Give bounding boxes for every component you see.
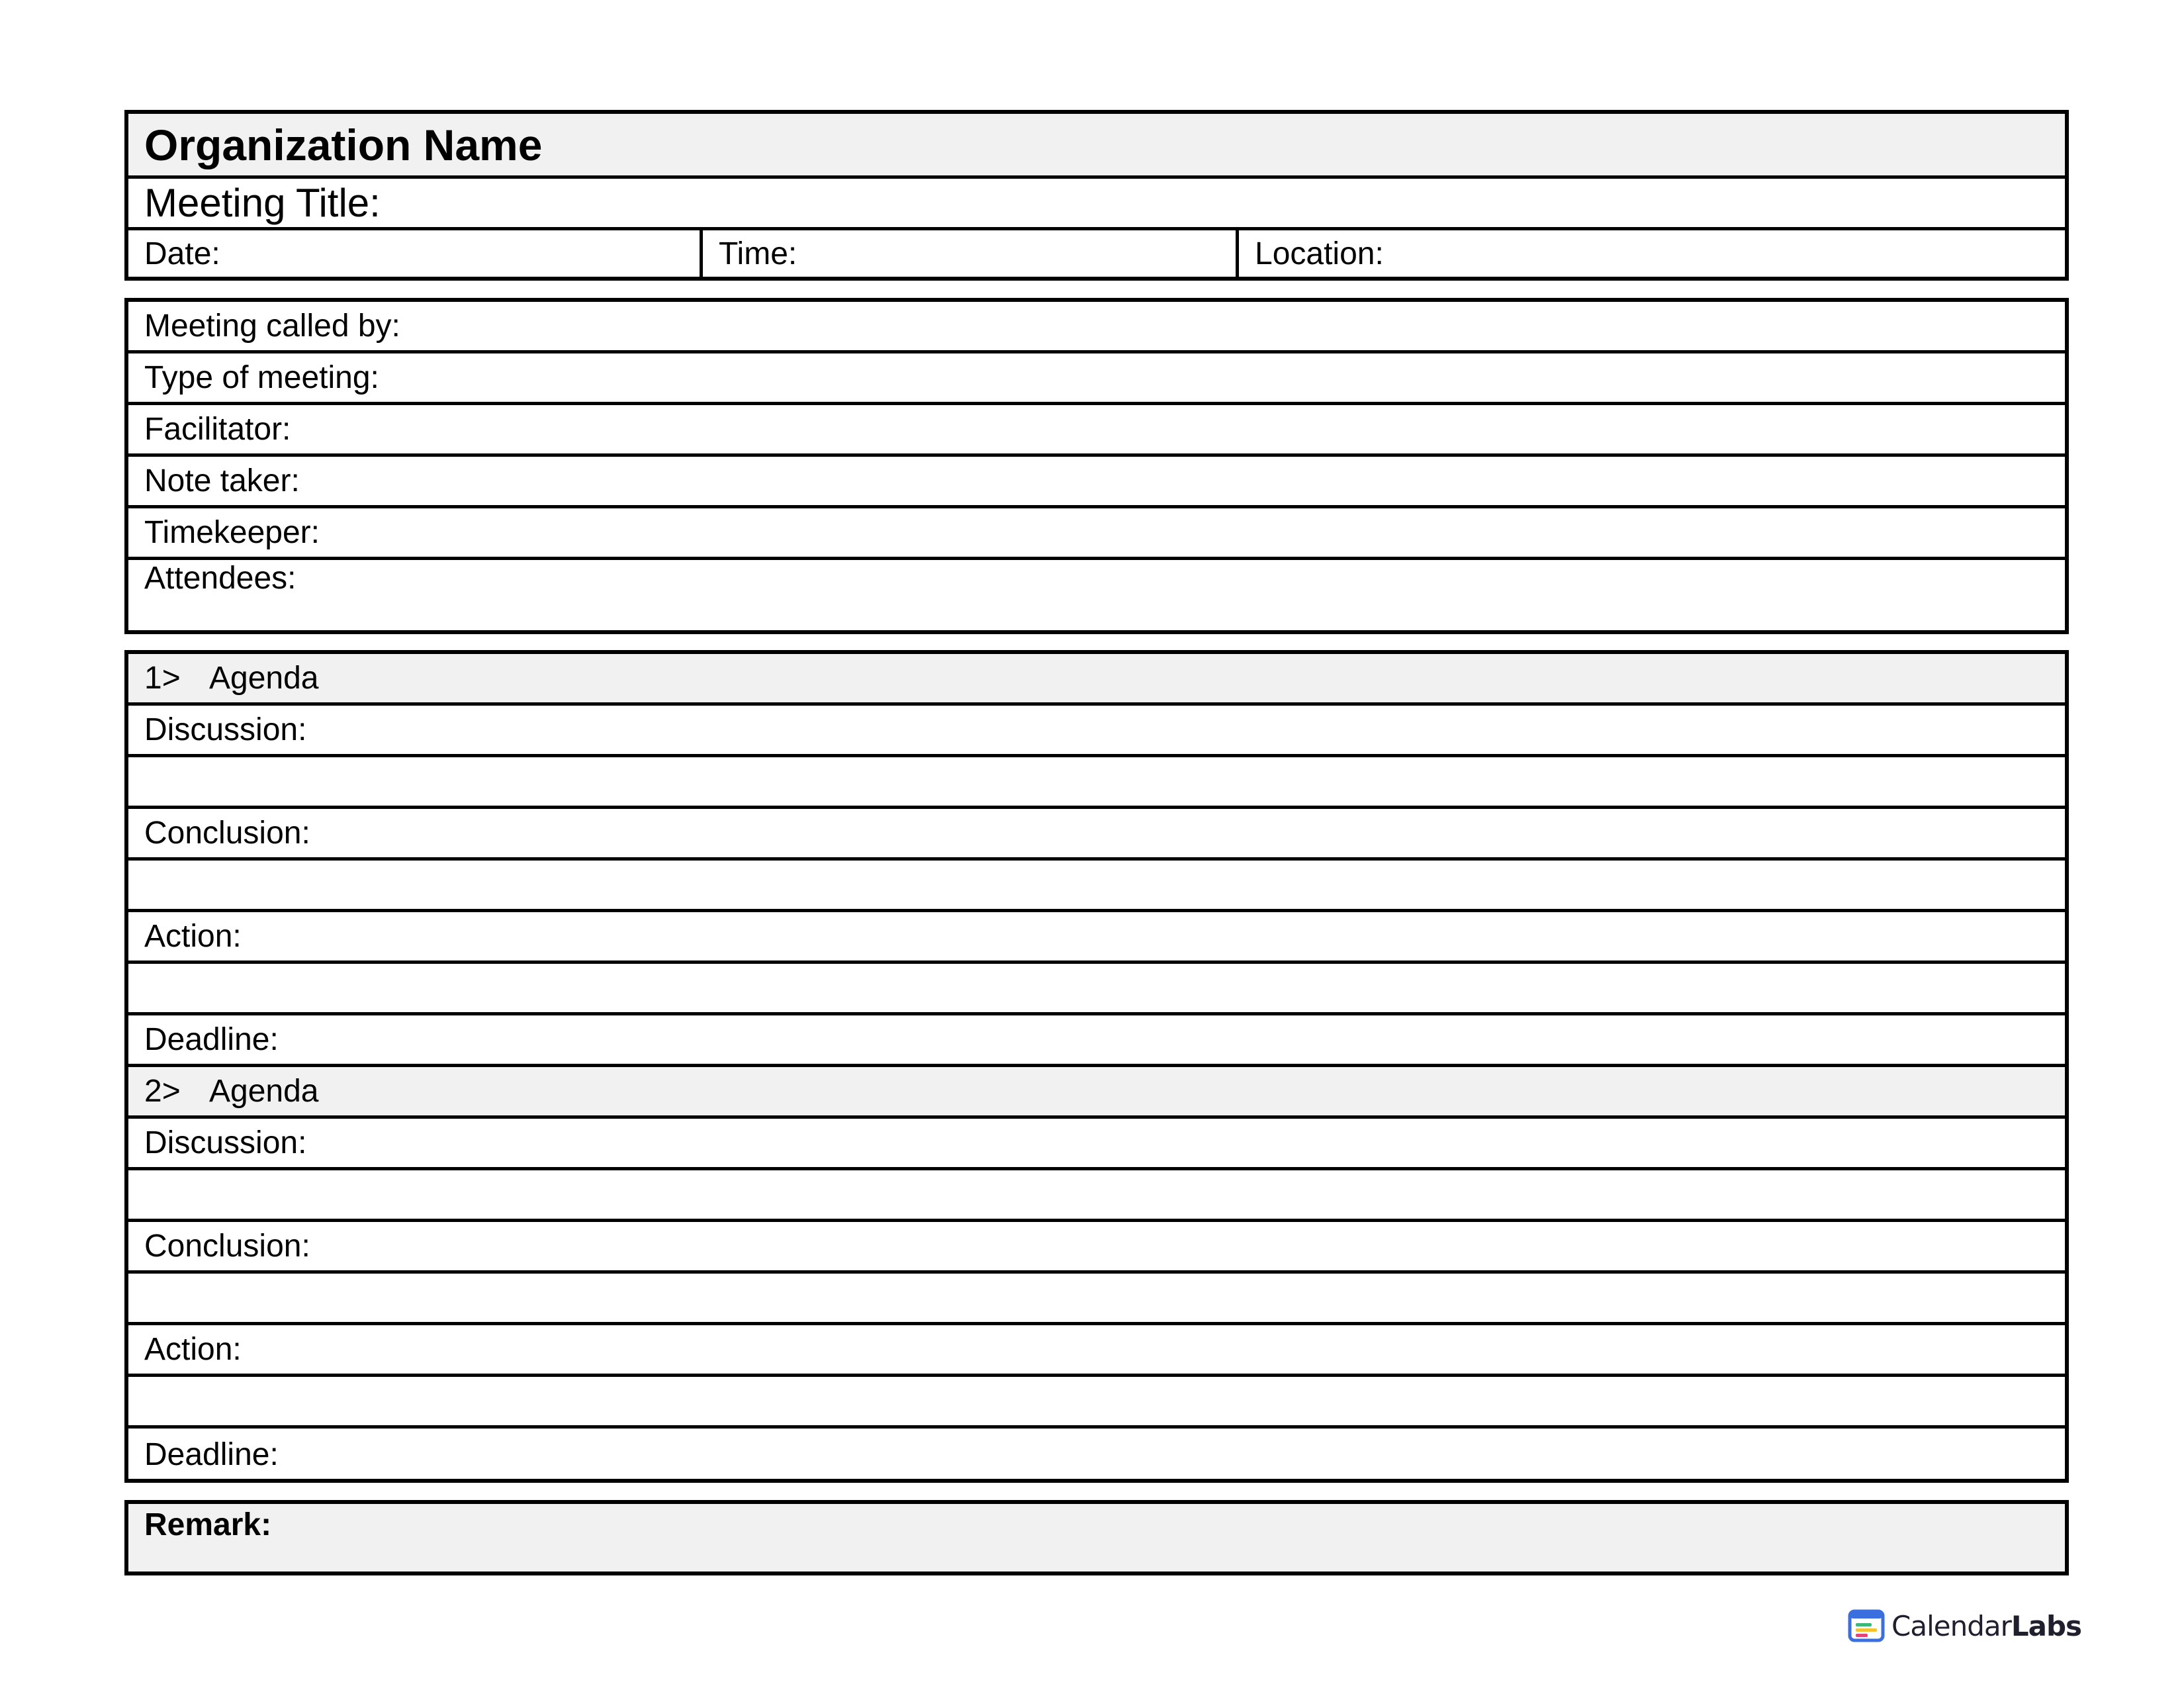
calendarlabs-logo <box>1848 1606 2081 1646</box>
discussion-label: Discussion: <box>144 1125 307 1160</box>
conclusion-label: Conclusion: <box>144 816 310 851</box>
agenda-item-1-discussion-field[interactable] <box>128 757 2065 809</box>
discussion-label: Discussion: <box>144 712 307 747</box>
agenda-item-2-number: 2> <box>144 1074 181 1109</box>
meeting-details-section <box>124 298 2069 634</box>
attendees-field[interactable] <box>128 560 2065 630</box>
meeting-title-label: Meeting Title: <box>144 181 381 225</box>
called-by-field[interactable] <box>128 302 2065 353</box>
calendar-icon <box>1848 1608 1886 1644</box>
date-field[interactable] <box>128 230 703 277</box>
meeting-type-field[interactable] <box>128 353 2065 405</box>
agenda-item-2-action-field[interactable] <box>128 1377 2065 1429</box>
agenda-item-1-number: 1> <box>144 661 181 696</box>
agenda-item-1-deadline-field[interactable] <box>128 1015 2065 1067</box>
time-field[interactable] <box>703 230 1239 277</box>
remark-label: Remark: <box>144 1507 272 1542</box>
agenda-item-1-action-label <box>128 912 2065 964</box>
timekeeper-field[interactable] <box>128 508 2065 560</box>
agenda-item-2-discussion-label <box>128 1119 2065 1170</box>
agenda-item-2-discussion-field[interactable] <box>128 1170 2065 1222</box>
agenda-item-2-header <box>128 1067 2065 1119</box>
agenda-item-2-conclusion-field[interactable] <box>128 1274 2065 1325</box>
note-taker-label: Note taker: <box>144 463 300 498</box>
deadline-label: Deadline: <box>144 1436 279 1472</box>
organization-name: Organization Name <box>128 114 2065 179</box>
deadline-label: Deadline: <box>144 1022 279 1057</box>
agenda-item-1-conclusion-field[interactable] <box>128 861 2065 912</box>
note-taker-field[interactable] <box>128 457 2065 508</box>
timekeeper-label: Timekeeper: <box>144 515 320 550</box>
agenda-section <box>124 650 2069 1483</box>
agenda-item-2-action-label <box>128 1325 2065 1377</box>
called-by-label: Meeting called by: <box>144 308 400 344</box>
facilitator-label: Facilitator: <box>144 412 291 447</box>
location-field[interactable] <box>1239 230 2065 277</box>
agenda-item-2-deadline-field[interactable] <box>128 1429 2065 1480</box>
action-label: Action: <box>144 919 242 954</box>
meeting-title-field[interactable] <box>128 179 2065 230</box>
logo-text-regular: Calendar <box>1891 1609 2011 1642</box>
agenda-item-2-title: Agenda <box>209 1074 319 1109</box>
logo-text-bold: Labs <box>2011 1609 2082 1642</box>
agenda-item-1-header <box>128 654 2065 706</box>
logo-text <box>1891 1610 2081 1642</box>
meeting-type-label: Type of meeting: <box>144 360 379 395</box>
time-label: Time: <box>719 236 797 271</box>
attendees-label: Attendees: <box>144 561 296 596</box>
agenda-item-1-title: Agenda <box>209 661 319 696</box>
remark-section[interactable] <box>124 1500 2069 1575</box>
action-label: Action: <box>144 1332 242 1367</box>
date-time-location-row <box>128 230 2065 277</box>
agenda-item-1-conclusion-label <box>128 809 2065 861</box>
location-label: Location: <box>1255 236 1384 271</box>
facilitator-field[interactable] <box>128 405 2065 457</box>
agenda-item-1-discussion-label <box>128 706 2065 757</box>
header-section <box>124 110 2069 281</box>
conclusion-label: Conclusion: <box>144 1229 310 1264</box>
agenda-item-1-action-field[interactable] <box>128 964 2065 1015</box>
agenda-item-2-conclusion-label <box>128 1222 2065 1274</box>
date-label: Date: <box>144 236 220 271</box>
